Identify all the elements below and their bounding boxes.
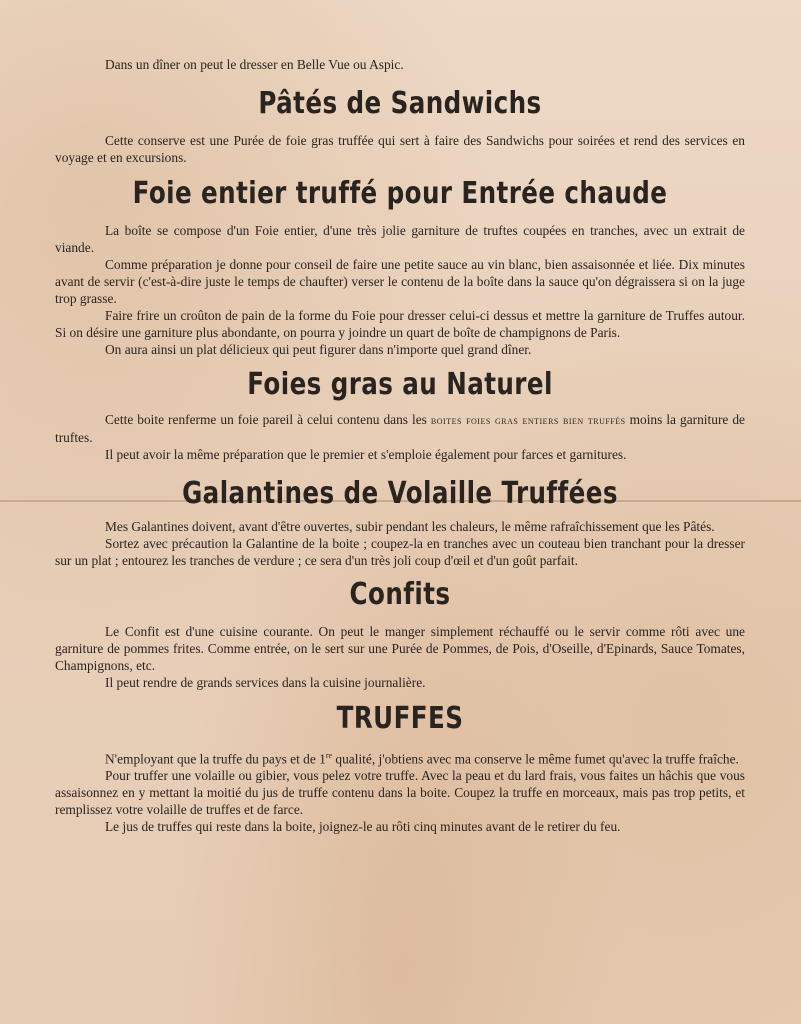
paragraph: La boîte se compose d'un Foie entier, d'une très jolie garniture de truftes coupées en tranches, avec un extrait de viande. xyxy=(55,223,745,255)
paragraph: Il peut rendre de grands services dans la cuisine journalière. xyxy=(105,675,426,690)
section-title-confits: Confits xyxy=(349,577,451,612)
section-title-galantines: Galantines de Volaille Truffées xyxy=(182,476,618,511)
paragraph: Pour truffer une volaille ou gibier, vous pelez votre truffe. Avec la peau et du lard frais, vous faites un hâchis que vous assaisonnez en y mettant la moitié du jus de truffe contenu dans la boite. Coupez la truffe en morceaux, mais pas trop petits, et remplissez votre volaille de truffes et de farce. xyxy=(55,768,745,818)
paragraph: Il peut avoir la même préparation que le premier et s'emploie également pour farces et garnitures. xyxy=(105,447,627,462)
paragraph: Faire frire un croûton de pain de la forme du Foie pour dresser celui-ci dessus et mettre la garniture de Truffes autour. Si on désire une garniture plus abondante, on pourra y joindre un quart de boîte de champignons de Paris. xyxy=(55,308,745,340)
paragraph: Comme préparation je donne pour conseil de faire une petite sauce au vin blanc, bien assaisonnée et liée. Dix minutes avant de servir (c'est-à-dire juste le temps de chaufter) verser le contenu de la boîte dans la sauce qu'on dégraissera si on la juge trop grasse. xyxy=(55,257,745,306)
text-run: N'employant que la truffe du pays et de 1 xyxy=(105,751,326,767)
document-page xyxy=(55,56,745,835)
paragraph xyxy=(55,411,745,446)
text-run: Cette boite renferme un foie pareil à celui contenu dans les xyxy=(105,412,427,427)
section-title-foies-gras-au-naturel: Foies gras au Naturel xyxy=(247,367,553,402)
paragraph: Le Confit est d'une cuisine courante. On peut le manger simplement réchauffé ou le servir comme rôti avec une garniture de pommes frites. Comme entrée, on le sert sur une Purée de Pommes, de Pois, d'Oseille, d'Epinards, Sauce Tomates, Champignons, etc. xyxy=(55,624,745,673)
intro-text: Dans un dîner on peut le dresser en Belle Vue ou Aspic. xyxy=(105,57,404,72)
paragraph: Mes Galantines doivent, avant d'être ouvertes, subir pendant les chaleurs, le même rafraîchissement que les Pâtés. xyxy=(105,519,715,534)
text-run: qualité, j'obtiens avec ma conserve le même fumet qu'avec la truffe fraîche. xyxy=(332,751,739,767)
section-title-foie-entier-truffe: Foie entier truffé pour Entrée chaude xyxy=(132,176,668,211)
section-title-truffes: TRUFFES xyxy=(336,701,464,736)
smallcaps-text: boites foies gras entiers bien truffés xyxy=(430,413,626,427)
paragraph: On aura ainsi un plat délicieux qui peut figurer dans n'importe quel grand dîner. xyxy=(105,342,532,357)
section-title-pates-de-sandwichs: Pâtés de Sandwichs xyxy=(258,86,542,121)
paragraph: Sortez avec précaution la Galantine de la boite ; coupez-la en tranches avec un couteau bien tranchant pour la dresser sur un plat ; entourez les tranches de verdure ; ce sera d'un très joli coup d'œil et d'un goût parfait. xyxy=(55,536,745,568)
paragraph: Le jus de truffes qui reste dans la boite, joignez-le au rôti cinq minutes avant de le retirer du feu. xyxy=(105,819,621,835)
text-run: moins la garniture de truftes. xyxy=(55,412,745,445)
paragraph: Cette conserve est une Purée de foie gras truffée qui sert à faire des Sandwichs pour soirées et rend des services en voyage et en excursions. xyxy=(55,133,745,165)
paragraph xyxy=(55,747,745,767)
superscript: re xyxy=(325,751,333,760)
